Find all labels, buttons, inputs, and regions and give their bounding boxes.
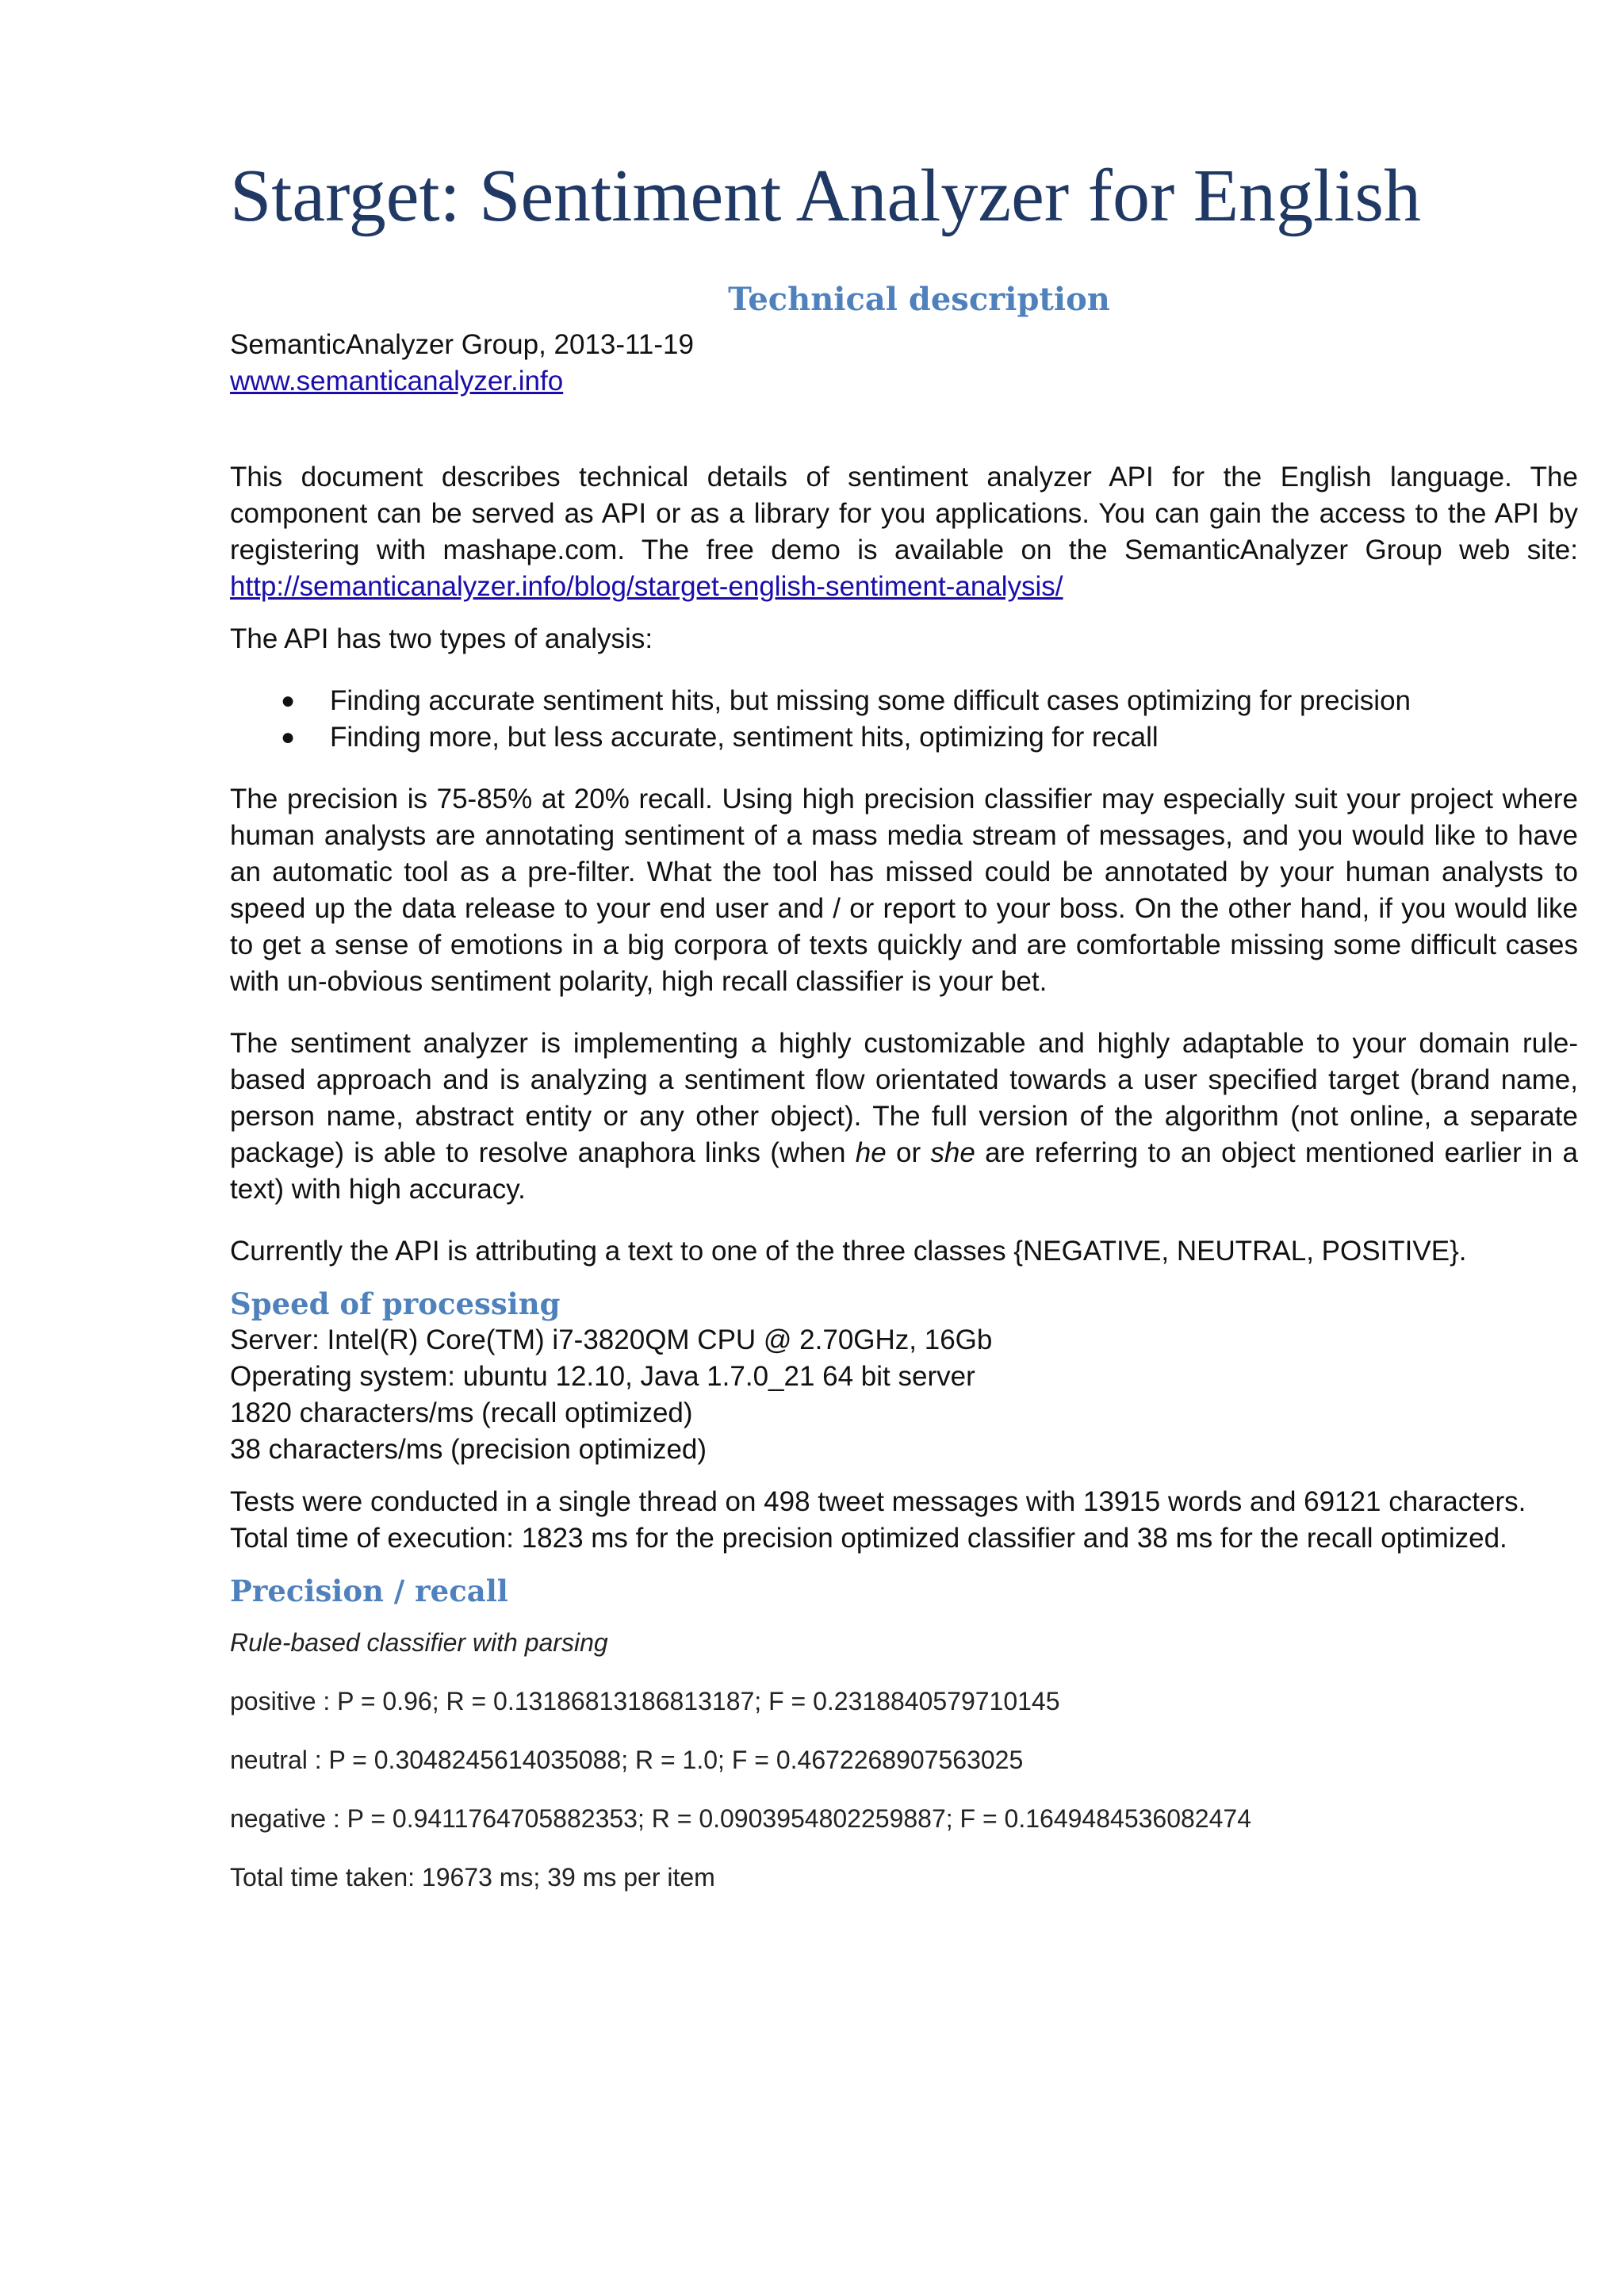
speed-line: 1820 characters/ms (recall optimized) xyxy=(230,1397,693,1428)
approach-she: she xyxy=(930,1137,975,1168)
speed-line: Operating system: ubuntu 12.10, Java 1.7.0_21 64 bit server xyxy=(230,1361,975,1392)
bullet-icon: ● xyxy=(281,724,296,750)
demo-link[interactable]: http://semanticanalyzer.info/blog/starget-english-sentiment-analysis/ xyxy=(230,571,1063,602)
bullet-icon: ● xyxy=(281,688,296,714)
precision-paragraph: The precision is 75-85% at 20% recall. Using high precision classifier may especially suit your project where human analysts are annotating sentiment of a mass media stream of messages, and you would like to have an automatic tool as a pre-filter. What the tool has missed could be annotated by your human analysts to speed up the data release to your end user and / or report to your boss. On the other hand, if you would like to get a sense of emotions in a big corpora of texts quickly and are comfortable missing some difficult cases with un-obvious sentiment polarity, high recall classifier is your bet. xyxy=(230,784,1578,997)
speed-heading: Speed of processing xyxy=(230,1286,561,1321)
results-block xyxy=(230,1625,1578,1895)
intro-paragraph xyxy=(230,459,1578,605)
analysis-types-list xyxy=(230,683,1578,756)
document-body xyxy=(230,327,1578,1918)
list-item xyxy=(230,683,1578,719)
approach-text-1: The sentiment analyzer is implementing a highly customizable and highly adaptable to your domain rule-based approach and is analyzing a sentiment flow orientated towards a user specified target (brand name, person name, abstract entity or any other object). The full version of the algorithm (not online, a separate package) is able to resolve anaphora links (when xyxy=(230,1028,1578,1168)
intro-text: This document describes technical details of sentiment analyzer API for the English language. The component can be served as API or as a library for you applications. You can gain the access to the API by registering with mashape.com. The free demo is available on the SemanticAnalyzer Group web site: xyxy=(230,462,1578,565)
negative-result: negative : P = 0.9411764705882353; R = 0.0903954802259887; F = 0.1649484536082474 xyxy=(230,1804,1251,1833)
document-title: Starget: Sentiment Analyzer for English xyxy=(230,155,1421,237)
list-item-text: Finding more, but less accurate, sentiment hits, optimizing for recall xyxy=(330,722,1159,753)
list-item xyxy=(230,719,1578,756)
approach-paragraph xyxy=(230,1025,1578,1208)
positive-result: positive : P = 0.96; R = 0.13186813186813187; F = 0.2318840579710145 xyxy=(230,1687,1060,1715)
website-link[interactable]: www.semanticanalyzer.info xyxy=(230,366,564,397)
list-item-text: Finding accurate sentiment hits, but missing some difficult cases optimizing for precision xyxy=(330,685,1411,716)
approach-he: he xyxy=(855,1137,887,1168)
approach-text-2: are referring to an object mentioned earlier in a text) with high accuracy. xyxy=(230,1137,1579,1205)
total-time: Total time taken: 19673 ms; 39 ms per item xyxy=(230,1863,715,1892)
document-subtitle: Technical description xyxy=(728,281,1110,318)
neutral-result: neutral : P = 0.3048245614035088; R = 1.0; F = 0.4672268907563025 xyxy=(230,1746,1024,1774)
approach-or: or xyxy=(886,1137,931,1168)
classes-paragraph: Currently the API is attributing a text to one of the three classes {NEGATIVE, NEUTRAL, POSITIVE}. xyxy=(230,1236,1467,1267)
analysis-types-lead: The API has two types of analysis: xyxy=(230,623,653,654)
classifier-name: Rule-based classifier with parsing xyxy=(230,1628,608,1657)
precision-recall-heading: Precision / recall xyxy=(230,1573,508,1608)
tests-paragraph: Tests were conducted in a single thread on 498 tweet messages with 13915 words and 69121 characters. Total time of execution: 1823 ms for the precision optimized classifier and 38 ms for the recall optimized. xyxy=(230,1486,1526,1554)
author-line: SemanticAnalyzer Group, 2013-11-19 xyxy=(230,329,694,360)
speed-line: 38 characters/ms (precision optimized) xyxy=(230,1434,707,1465)
speed-line: Server: Intel(R) Core(TM) i7-3820QM CPU @ 2.70GHz, 16Gb xyxy=(230,1324,993,1355)
